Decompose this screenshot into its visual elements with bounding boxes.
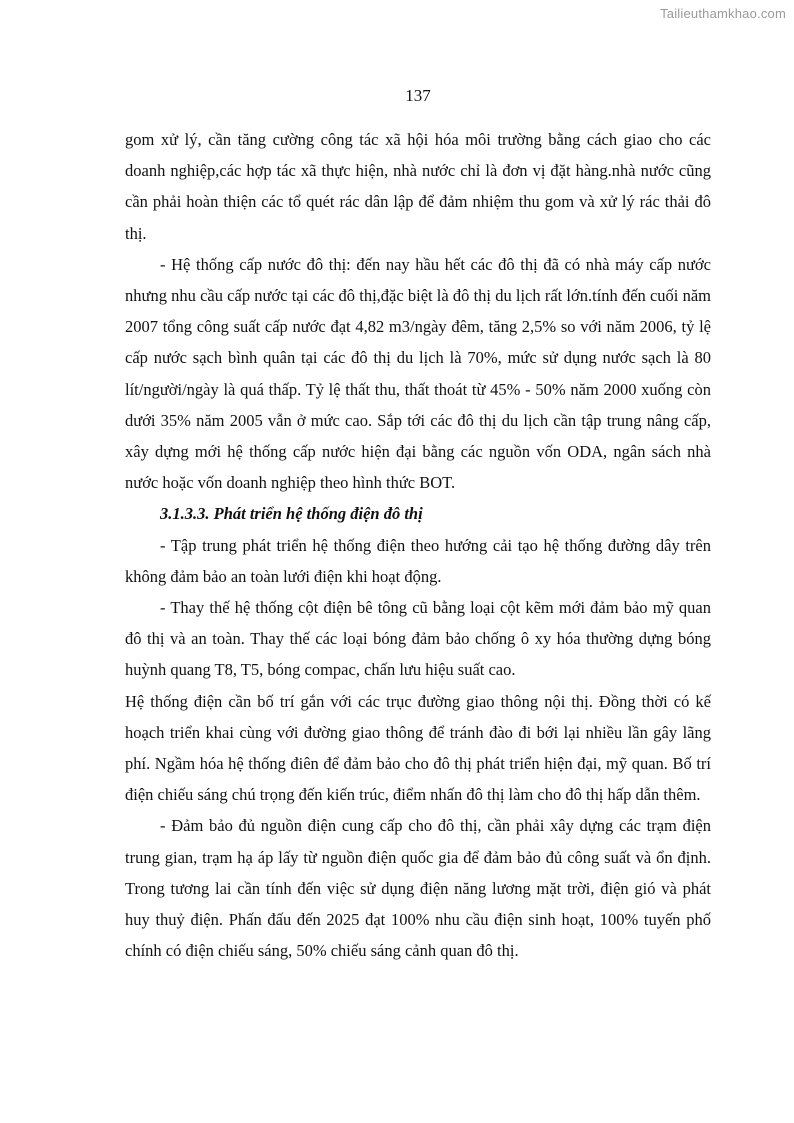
- watermark-text: Tailieuthamkhao.com: [660, 6, 786, 21]
- paragraph-power-supply: - Đảm bảo đủ nguồn điện cung cấp cho đô thị, cần phải xây dựng các trạm điện trung gian, trạm hạ áp lấy từ nguồn điện quốc gia để đảm bảo đủ công suất và ổn định. Trong tương lai cần tính đến việc sử dụng điện năng lương mặt trời, điện gió và phát huy thuỷ điện. Phấn đấu đến 2025 đạt 100% nhu cầu điện sinh hoạt, 100% tuyến phố chính có điện chiếu sáng, 50% chiếu sáng cảnh quan đô thị.: [125, 816, 711, 961]
- document-body: [125, 124, 711, 966]
- paragraph-waste-collection: gom xử lý, cần tăng cường công tác xã hội hóa môi trường bằng cách giao cho các doanh nghiệp,các hợp tác xã thực hiện, nhà nước chỉ là đơn vị đặt hàng.nhà nước cũng cần phải hoàn thiện các tổ quét rác dân lập để đảm nhiệm thu gom và xử lý rác thải đô thị.: [125, 130, 711, 243]
- paragraph-power-lines: - Tập trung phát triển hệ thống điện theo hướng cải tạo hệ thống đường dây trên không đảm bảo an toàn lưới điện khi hoạt động.: [125, 535, 711, 586]
- paragraph-water-supply: - Hệ thống cấp nước đô thị: đến nay hầu hết các đô thị đã có nhà máy cấp nước nhưng nhu cầu cấp nước tại các đô thị,đặc biệt là đô thị du lịch rất lớn.tính đến cuối năm 2007 tổng công suất cấp nước đạt 4,82 m3/ngày đêm, tăng 2,5% so với năm 2006, tỷ lệ cấp nước sạch bình quân tại các đô thị du lịch là 70%, mức sử dụng nước sạch là 80 lít/người/ngày là quá thấp. Tỷ lệ thất thu, thất thoát từ 45% - 50% năm 2000 xuống còn dưới 35% năm 2005 vẫn ở mức cao. Sắp tới các đô thị du lịch cần tập trung nâng cấp, xây dựng mới hệ thống cấp nước hiện đại bằng các nguồn vốn ODA, ngân sách nhà nước hoặc vốn doanh nghiệp theo hình thức BOT.: [125, 254, 711, 493]
- paragraph-power-layout: Hệ thống điện cần bố trí gắn với các trục đường giao thông nội thị. Đồng thời có kế hoạch triển khai cùng với đường giao thông để tránh đào đi bới lại nhiều lần gây lãng phí. Ngầm hóa hệ thống điên để đảm bảo cho đô thị phát triển hiện đại, mỹ quan. Bố trí điện chiếu sáng chú trọng đến kiến trúc, điểm nhấn đô thị làm cho đô thị hấp dẫn thêm.: [125, 691, 711, 805]
- page-number: 137: [405, 86, 431, 105]
- section-heading: 3.1.3.3. Phát triển hệ thống điện đô thị: [160, 504, 423, 524]
- paragraph-power-poles: - Thay thế hệ thống cột điện bê tông cũ bằng loại cột kẽm mới đảm bảo mỹ quan đô thị và an toàn. Thay thế các loại bóng đảm bảo chống ô xy hóa thường dựng bóng huỳnh quang T8, T5, bóng compac, chấn lưu hiệu suất cao.: [125, 598, 711, 680]
